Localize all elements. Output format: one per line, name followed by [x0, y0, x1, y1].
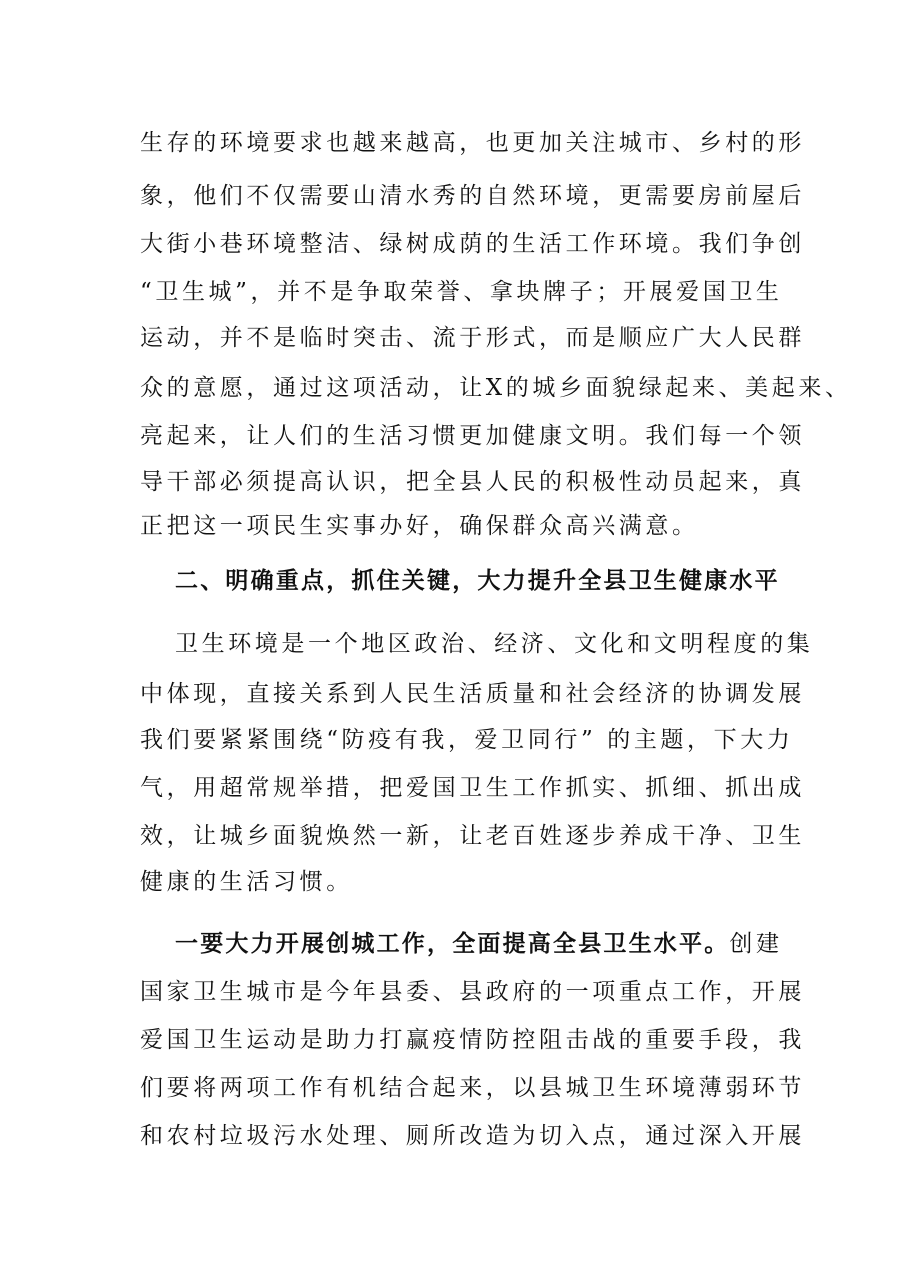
- lead-rest-text: 创建: [729, 931, 783, 957]
- section-heading: 二、明确重点，抓住关键，大力提升全县卫生健康水平: [175, 568, 780, 594]
- paragraph-line: 我们要紧紧围绕“防疫有我，爱卫同行” 的主题，下大力: [140, 727, 794, 753]
- paragraph-line: 正把这一项民生实事办好，确保群众高兴满意。: [140, 513, 699, 539]
- paragraph-line: 气，用超常规举措，把爱国卫生工作抓实、抓细、抓出成: [140, 775, 805, 801]
- paragraph-line: 大街小巷环境整洁、绿树成荫的生活工作环境。我们争创: [140, 231, 805, 257]
- paragraph-line: 象，他们不仅需要山清水秀的自然环境，更需要房前屋后: [140, 183, 805, 209]
- paragraph-line: 亮起来，让人们的生活习惯更加健康文明。我们每一个领: [140, 423, 805, 449]
- lead-bold-text: 一要大力开展创城工作，全面提高全县卫生水平。: [175, 931, 730, 957]
- paragraph-line: 运动，并不是临时突击、流于形式，而是顺应广大人民群: [140, 325, 805, 351]
- paragraph-line: 和农村垃圾污水处理、厕所改造为切入点，通过深入开展: [140, 1123, 805, 1149]
- paragraph-line: 中体现，直接关系到人民生活质量和社会经济的协调发展: [140, 681, 805, 707]
- paragraph-line: 众的意愿，通过这项活动，让X的城乡面貌绿起来、美起来、: [140, 375, 852, 401]
- paragraph-line: 生存的环境要求也越来越高，也更加关注城市、乡村的形: [140, 130, 805, 156]
- paragraph-line: 卫生环境是一个地区政治、经济、文化和文明程度的集: [175, 631, 814, 657]
- paragraph-line: 健康的生活习惯。: [140, 869, 353, 895]
- paragraph-line: 效，让城乡面貌焕然一新，让老百姓逐步养成干净、卫生: [140, 823, 805, 849]
- paragraph-line: 们要将两项工作有机结合起来，以县城卫生环境薄弱环节: [140, 1075, 805, 1101]
- paragraph-line: 爱国卫生运动是助力打赢疫情防控阻击战的重要手段，我: [140, 1027, 805, 1053]
- paragraph-line: 导干部必须提高认识，把全县人民的积极性动员起来，真: [140, 469, 805, 495]
- paragraph-lead-line: [175, 928, 785, 960]
- paragraph-line: “卫生城”，并不是争取荣誉、拿块牌子；开展爱国卫生: [140, 279, 783, 305]
- paragraph-line: 国家卫生城市是今年县委、县政府的一项重点工作，开展: [140, 979, 805, 1005]
